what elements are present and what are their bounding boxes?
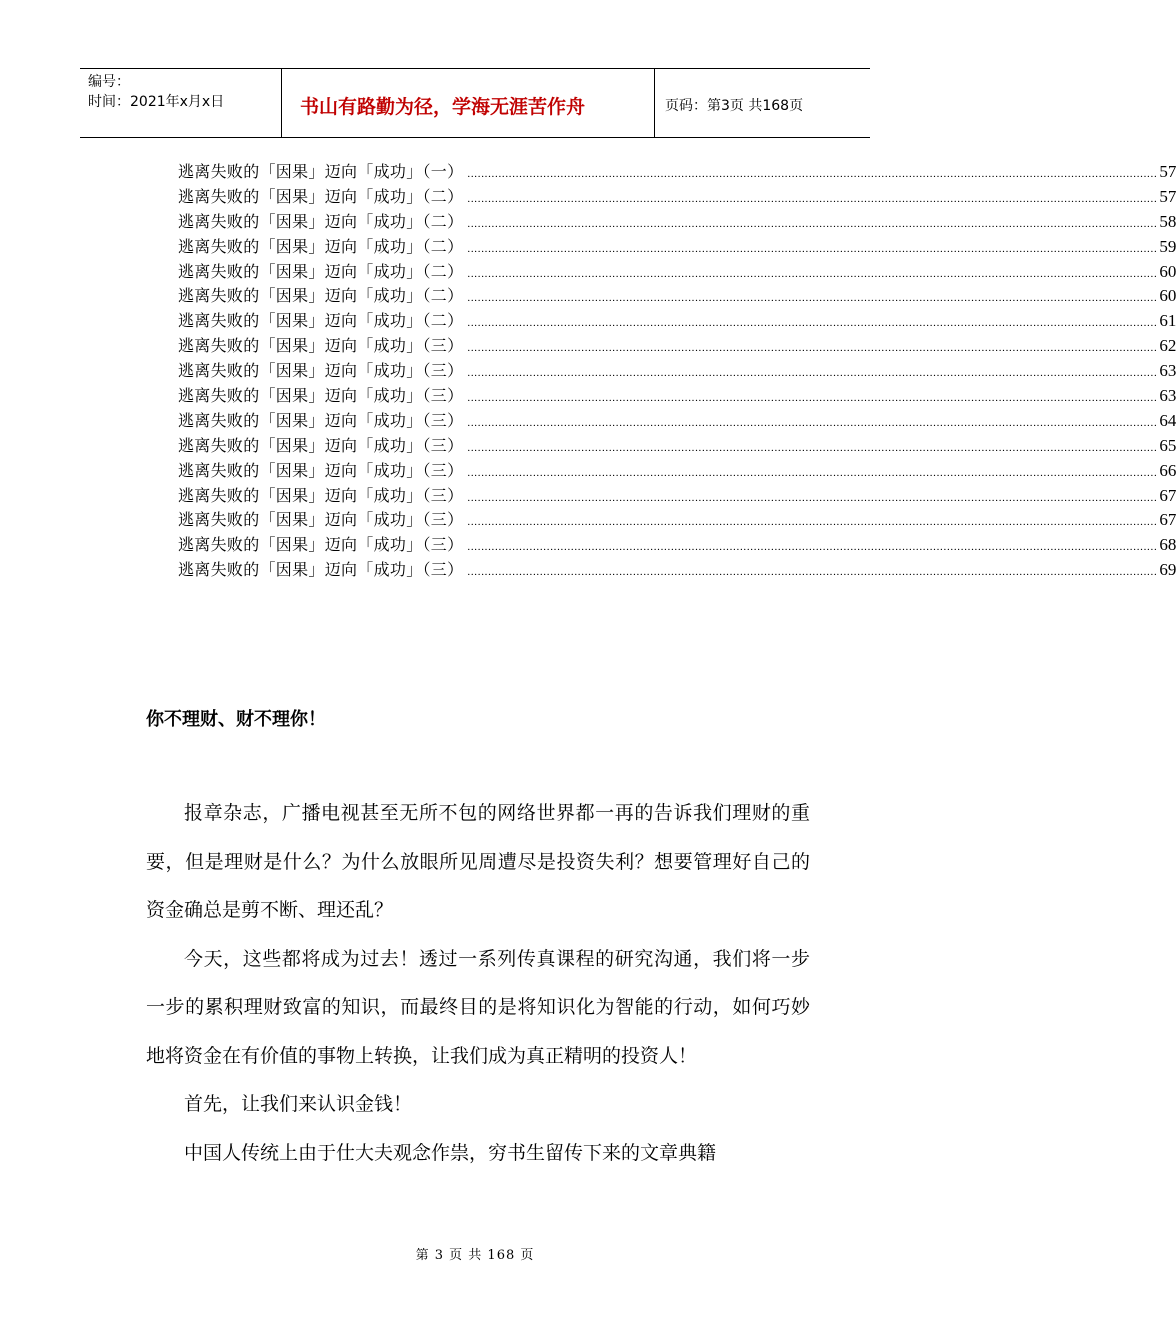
body-paragraph: 今天，这些都将成为过去！透过一系列传真课程的研究沟通，我们将一步一步的累积理财致富的知识，而最终目的是将知识化为智能的行动，如何巧妙地将资金在有价值的事物上转换，让我们成为真正精明的投资人！: [146, 947, 810, 1067]
toc-entry[interactable]: [178, 309, 1176, 334]
toc-entry[interactable]: [178, 409, 1176, 434]
toc-leader-dots: ........................................................................................................................................................................................................: [467, 367, 1158, 380]
toc-leader-dots: ........................................................................................................................................................................................................: [467, 491, 1158, 504]
toc-entry-title: 逃离失败的「因果」迈向「成功」（三）: [178, 435, 464, 455]
body-paragraph: 中国人传统上由于仕大夫观念作祟，穷书生留传下来的文章典籍: [184, 1141, 717, 1164]
toc-entry-title: 逃离失败的「因果」迈向「成功」（三）: [178, 336, 464, 356]
toc-entry-title: 逃离失败的「因果」迈向「成功」（三）: [178, 510, 464, 530]
header-meta: [80, 69, 282, 137]
toc-leader-dots: ........................................................................................................................................................................................................: [467, 292, 1158, 305]
toc-leader-dots: ........................................................................................................................................................................................................: [467, 441, 1158, 454]
toc-entry-title: 逃离失败的「因果」迈向「成功」（三）: [178, 535, 464, 555]
toc-entry-title: 逃离失败的「因果」迈向「成功」（三）: [178, 361, 464, 381]
toc-entry-page: 68: [1159, 535, 1176, 555]
toc-entry[interactable]: [178, 260, 1176, 285]
toc-entry-page: 63: [1159, 361, 1176, 381]
toc-entry-page: 63: [1159, 386, 1176, 406]
toc-leader-dots: ........................................................................................................................................................................................................: [467, 267, 1158, 280]
toc-entry-page: 57: [1159, 186, 1176, 206]
toc-entry-page: 67: [1159, 510, 1176, 530]
toc-entry[interactable]: [178, 508, 1176, 533]
toc-entry-title: 逃离失败的「因果」迈向「成功」（三）: [178, 386, 464, 406]
toc-entry-title: 逃离失败的「因果」迈向「成功」（三）: [178, 410, 464, 430]
body-paragraph: 报章杂志，广播电视甚至无所不包的网络世界都一再的告诉我们理财的重要，但是理财是什么？为什么放眼所见周遭尽是投资失利？想要管理好自己的资金确总是剪不断、理还乱？: [146, 802, 810, 921]
toc-leader-dots: ........................................................................................................................................................................................................: [467, 416, 1158, 429]
toc-entry-page: 58: [1159, 211, 1176, 231]
toc-leader-dots: ........................................................................................................................................................................................................: [467, 217, 1158, 230]
toc-entry-page: 66: [1159, 460, 1176, 480]
toc-entry[interactable]: [178, 210, 1176, 235]
toc-entry-page: 67: [1159, 485, 1176, 505]
page-header: [80, 68, 870, 138]
article-title: 你不理财、财不理你！: [146, 709, 326, 730]
body-paragraph: 首先，让我们来认识金钱！: [184, 1093, 413, 1115]
toc-leader-dots: ........................................................................................................................................................................................................: [467, 342, 1158, 355]
toc-entry-title: 逃离失败的「因果」迈向「成功」（二）: [178, 286, 464, 306]
toc-entry-page: 57: [1159, 162, 1176, 181]
toc-entry[interactable]: [178, 384, 1176, 409]
toc-leader-dots: ........................................................................................................................................................................................................: [467, 168, 1158, 180]
header-time: 时间：2021年x月x日: [88, 94, 225, 110]
toc-leader-dots: ........................................................................................................................................................................................................: [467, 541, 1158, 554]
toc-leader-dots: ........................................................................................................................................................................................................: [467, 392, 1158, 405]
toc-entry[interactable]: [178, 284, 1176, 309]
toc-entry-page: 61: [1159, 311, 1176, 331]
toc-entry-title: 逃离失败的「因果」迈向「成功」（三）: [178, 560, 464, 580]
toc-entry[interactable]: [178, 558, 1176, 583]
header-code: 编号：: [88, 74, 130, 90]
toc-entry[interactable]: [178, 185, 1176, 210]
table-of-contents: [178, 160, 1176, 583]
toc-leader-dots: ........................................................................................................................................................................................................: [467, 566, 1158, 579]
toc-entry-page: 69: [1159, 560, 1176, 580]
page-footer: 第 3 页 共 168 页: [415, 1248, 535, 1263]
toc-entry-title: 逃离失败的「因果」迈向「成功」（一）: [178, 162, 464, 181]
article-body: [146, 789, 810, 1177]
header-page-info: 页码：第3页 共168页: [665, 98, 804, 114]
toc-entry-page: 60: [1159, 286, 1176, 306]
toc-entry-title: 逃离失败的「因果」迈向「成功」（三）: [178, 460, 464, 480]
toc-entry-page: 64: [1159, 410, 1176, 430]
toc-entry-title: 逃离失败的「因果」迈向「成功」（二）: [178, 261, 464, 281]
toc-entry[interactable]: [178, 235, 1176, 260]
toc-entry-page: 59: [1159, 236, 1176, 256]
toc-entry[interactable]: [178, 484, 1176, 509]
toc-entry[interactable]: [178, 359, 1176, 384]
toc-leader-dots: ........................................................................................................................................................................................................: [467, 242, 1158, 255]
toc-leader-dots: ........................................................................................................................................................................................................: [467, 192, 1158, 205]
toc-entry[interactable]: [178, 533, 1176, 558]
toc-leader-dots: ........................................................................................................................................................................................................: [467, 516, 1158, 529]
toc-entry-page: 62: [1159, 336, 1176, 356]
toc-leader-dots: ........................................................................................................................................................................................................: [467, 466, 1158, 479]
toc-entry-page: 65: [1159, 435, 1176, 455]
toc-entry[interactable]: [178, 160, 1176, 185]
header-motto: 书山有路勤为径，学海无涯苦作舟: [282, 69, 655, 137]
toc-entry-page: 60: [1159, 261, 1176, 281]
toc-entry-title: 逃离失败的「因果」迈向「成功」（二）: [178, 211, 464, 231]
toc-entry-title: 逃离失败的「因果」迈向「成功」（二）: [178, 311, 464, 331]
toc-leader-dots: ........................................................................................................................................................................................................: [467, 317, 1158, 330]
toc-entry-title: 逃离失败的「因果」迈向「成功」（二）: [178, 236, 464, 256]
toc-entry-title: 逃离失败的「因果」迈向「成功」（三）: [178, 485, 464, 505]
toc-entry[interactable]: [178, 334, 1176, 359]
toc-entry[interactable]: [178, 459, 1176, 484]
toc-entry[interactable]: [178, 434, 1176, 459]
toc-entry-title: 逃离失败的「因果」迈向「成功」（二）: [178, 186, 464, 206]
